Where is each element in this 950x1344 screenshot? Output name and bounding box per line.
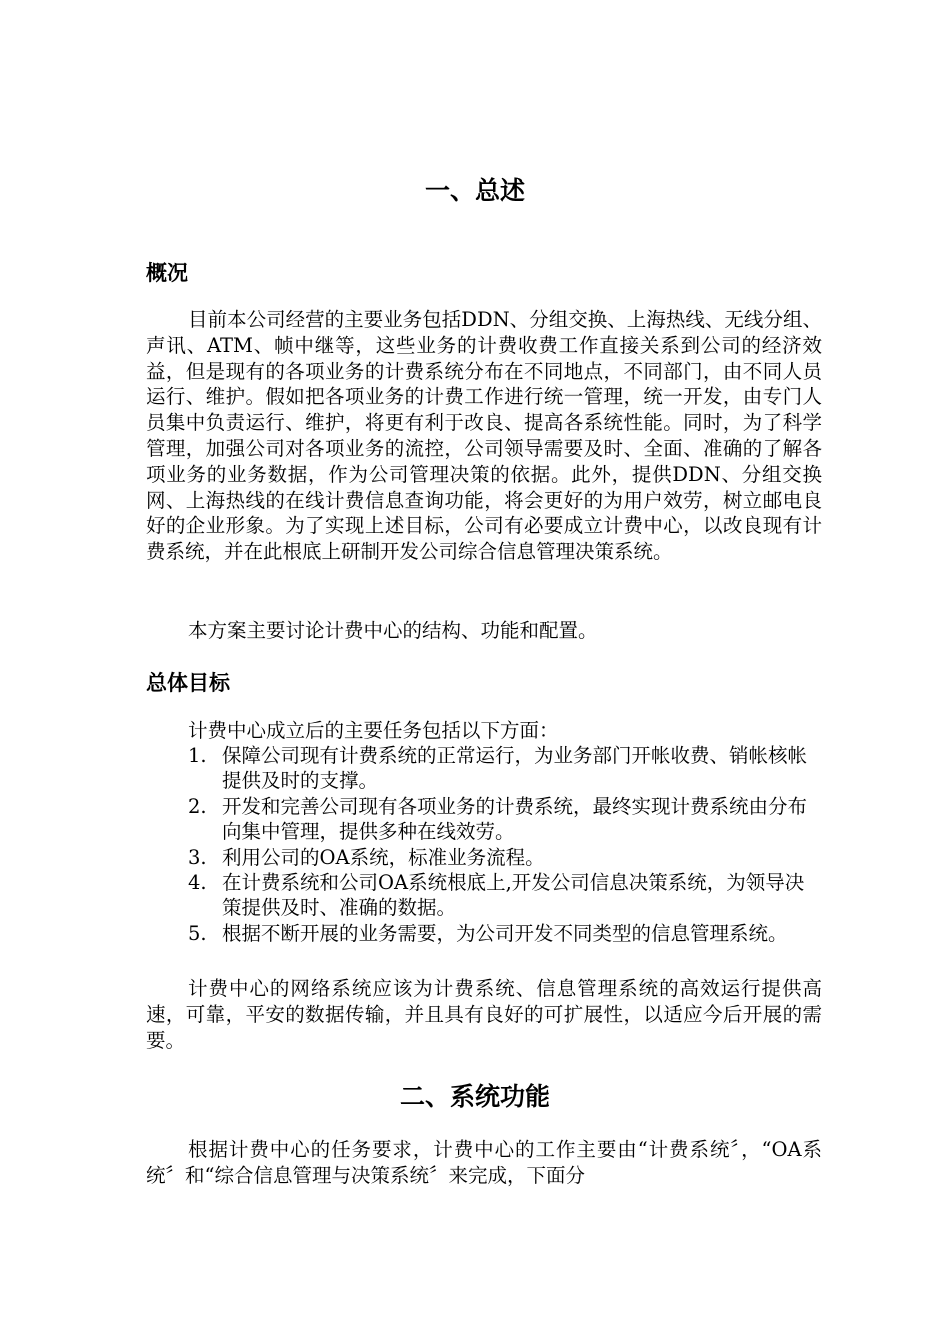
functions-paragraph: 根据计费中心的任务要求，计费中心的工作主要由“计费系统〞，“OA系统〞和“综合信息管理与决策系统〞来完成，下面分	[146, 1138, 822, 1187]
list-item-number: 5.	[188, 921, 207, 945]
goals-intro: 计费中心成立后的主要任务包括以下方面：	[188, 719, 559, 742]
list-item-number: 2.	[188, 794, 207, 818]
list-item	[146, 870, 822, 921]
list-item	[146, 845, 822, 870]
list-item-number: 4.	[188, 871, 207, 895]
heading-goals: 总体目标	[146, 671, 230, 695]
list-item	[146, 743, 822, 794]
list-item	[146, 921, 822, 946]
list-item-text: 开发和完善公司现有各项业务的计费系统，最终实现计费系统由分布向集中管理，提供多种在线效劳。	[222, 794, 808, 844]
list-item	[146, 794, 822, 845]
list-item-number: 3.	[188, 845, 207, 869]
section-title-overview: 一、总述	[424, 176, 525, 205]
list-item-text: 在计费系统和公司OA系统根底上,开发公司信息决策系统，为领导决策提供及时、准确的数据。	[222, 871, 805, 920]
goals-list	[146, 743, 822, 946]
list-item-number: 1.	[188, 744, 207, 767]
scope-paragraph: 本方案主要讨论计费中心的结构、功能和配置。	[188, 619, 598, 642]
overview-paragraph: 目前本公司经营的主要业务包括DDN、分组交换、上海热线、无线分组、声讯、ATM、帧中继等，这些业务的计费收费工作直接关系到公司的经济效益，但是现有的各项业务的计费系统分布在不同地点，不同部门，由不同人员运行、维护。假如把各项业务的计费工作进行统一管理，统一开发，由专门人员集中负责运行、维护，将更有利于改良、提高各系统性能。同时，为了科学管理，加强公司对各项业务的流控，公司领导需要及时、全面、准确的了解各项业务的业务数据，作为公司管理决策的依据。此外，提供DDN、分组交换网、上海热线的在线计费信息查询功能，将会更好的为用户效劳，树立邮电良好的企业形象。为了实现上述目标，公司有必要成立计费中心，以改良现有计费系统，并在此根底上研制开发公司综合信息管理决策系统。	[146, 308, 822, 564]
heading-overview: 概况	[146, 261, 188, 285]
section-title-functions: 二、系统功能	[399, 1082, 550, 1111]
list-item-text: 根据不断开展的业务需要，为公司开发不同类型的信息管理系统。	[222, 921, 788, 945]
network-paragraph: 计费中心的网络系统应该为计费系统、信息管理系统的高效运行提供高速，可靠，平安的数据传输，并且具有良好的可扩展性，以适应今后开展的需要。	[146, 977, 822, 1052]
list-item-text: 保障公司现有计费系统的正常运行，为业务部门开帐收费、销帐核帐提供及时的支撑。	[222, 744, 808, 793]
list-item-text: 利用公司的OA系统，标准业务流程。	[222, 845, 545, 869]
